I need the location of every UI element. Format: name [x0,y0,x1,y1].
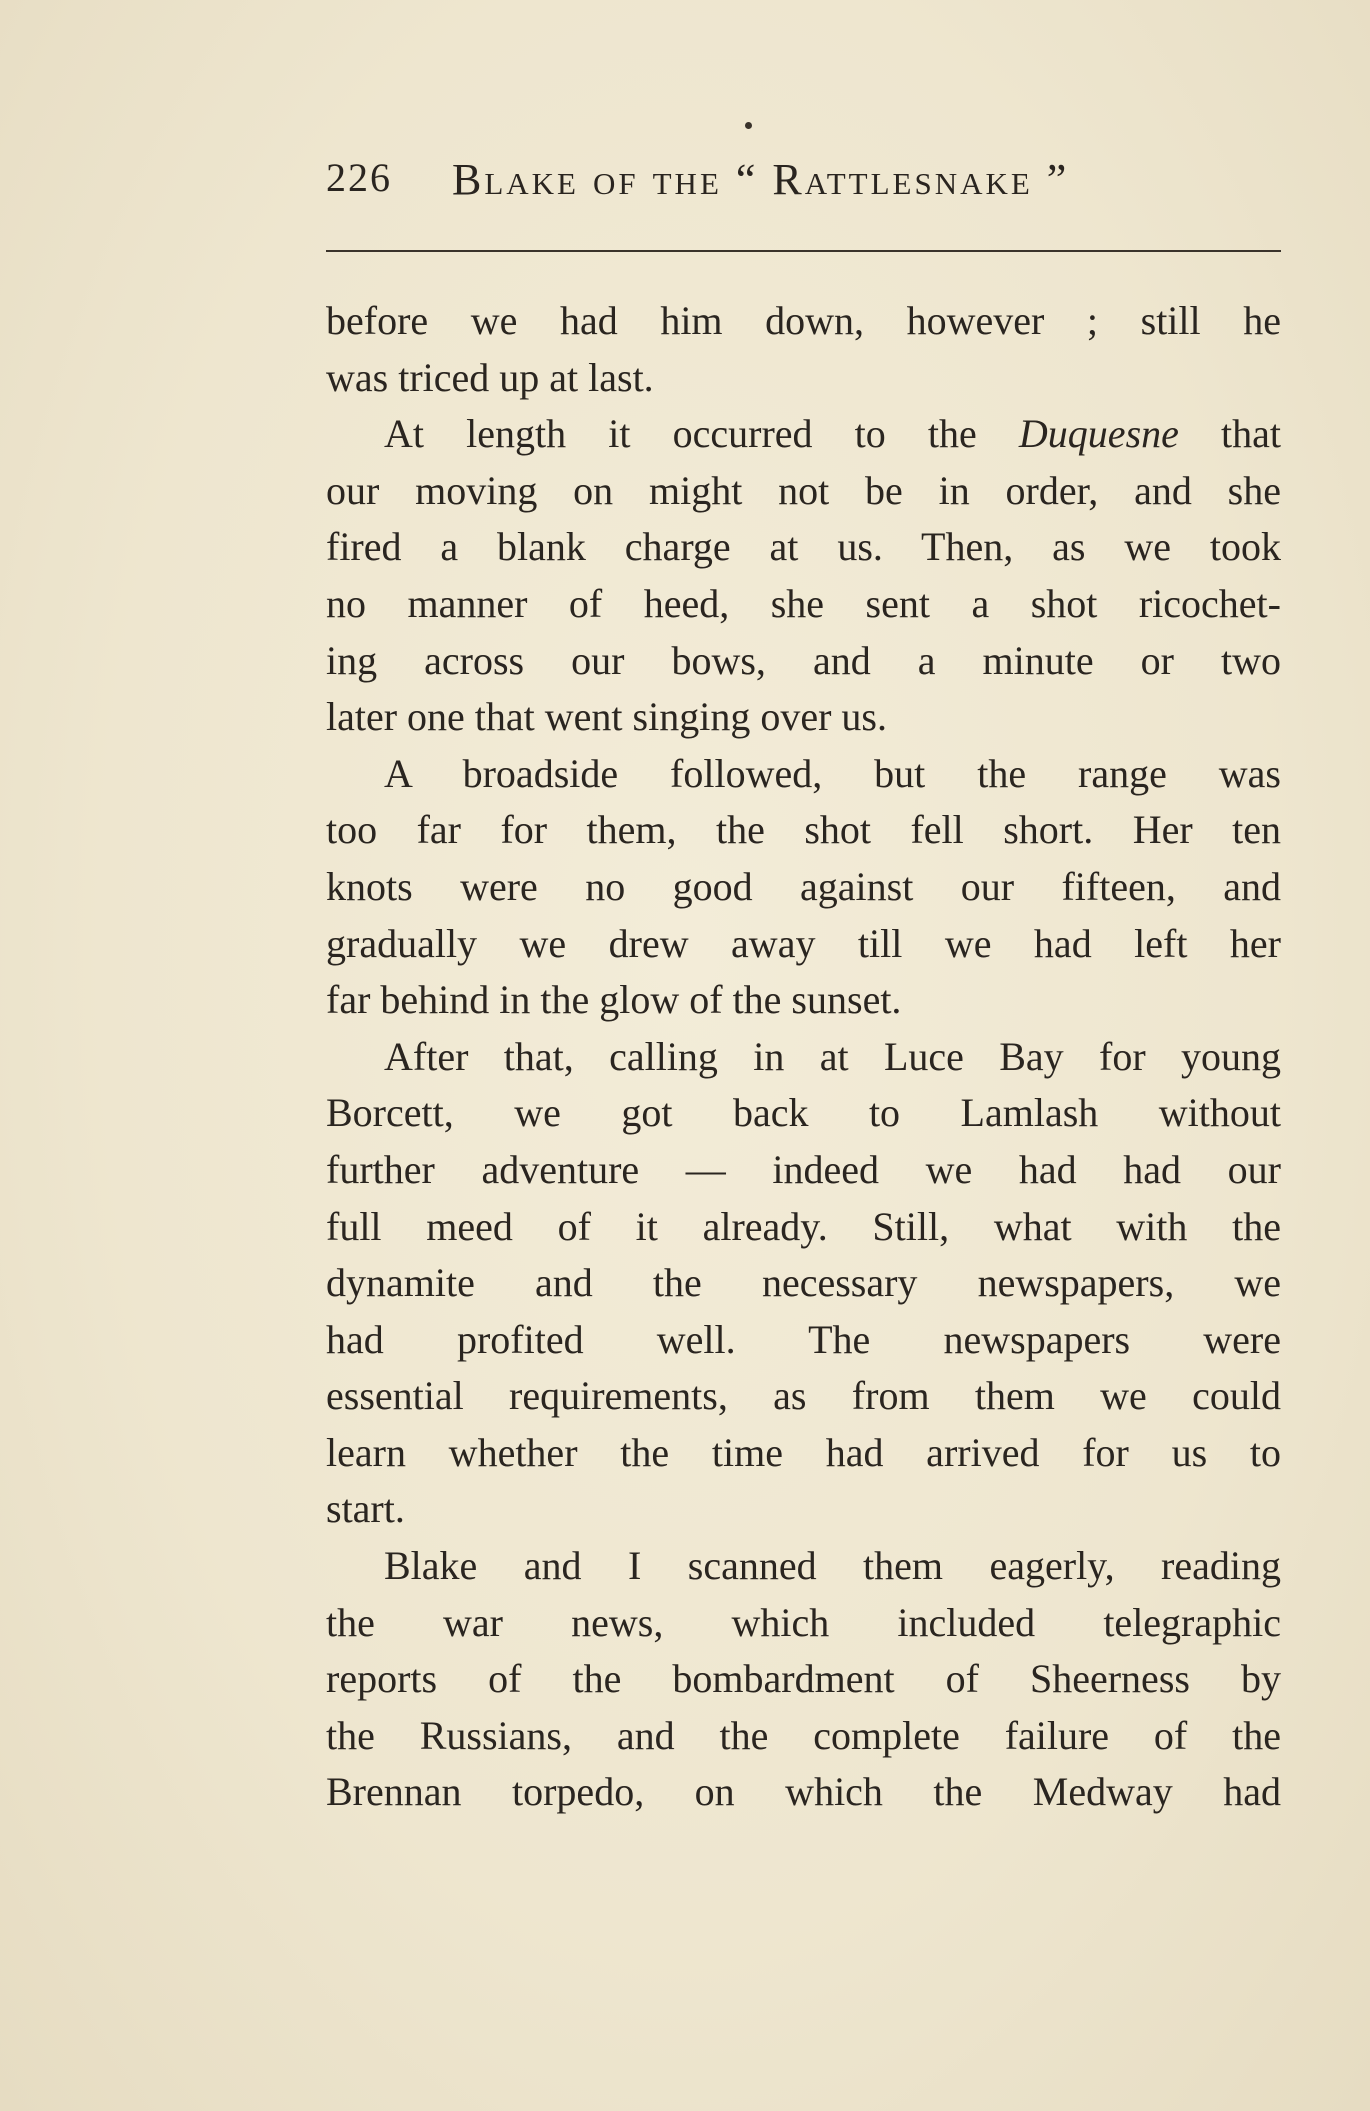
text-line: knots were no good against our fifteen, and [326,863,1281,909]
text-line: After that, calling in at Luce Bay for young [384,1033,1281,1079]
text-line: the Russians, and the complete failure of the [326,1712,1281,1758]
text-line: essential requirements, as from them we could [326,1373,1281,1419]
text-segment: At length it occurred to the [384,411,1019,457]
text-line: no manner of heed, she sent a shot ricochet- [326,580,1281,626]
text-line: far behind in the glow of the sunset. [326,977,902,1023]
header-rule [326,250,1281,252]
text-line: was triced up at last. [326,354,654,400]
text-line: fired a blank charge at us. Then, as we took [326,524,1281,570]
text-line: further adventure — indeed we had had our [326,1146,1281,1192]
text-line: dynamite and the necessary newspapers, we [326,1260,1281,1306]
text-line [326,406,1281,463]
page-header [326,150,1281,210]
text-line: reports of the bombardment of Sheerness by [326,1656,1281,1702]
text-line: gradually we drew away till we had left her [326,920,1281,966]
text-line: start. [326,1486,405,1532]
text-line: A broadside followed, but the range was [384,750,1281,796]
text-line: learn whether the time had arrived for us to [326,1429,1281,1475]
running-title: Blake of the “ Rattlesnake ” [452,155,1070,204]
text-line: full meed of it already. Still, what with the [326,1203,1281,1249]
text-line: the war news, which included telegraphic [326,1599,1281,1645]
text-line: our moving on might not be in order, and she [326,467,1281,513]
text-line: ing across our bows, and a minute or two [326,637,1281,683]
text-line: Brennan torpedo, on which the Medway had [326,1769,1281,1815]
text-segment: that [1178,411,1282,457]
text-line: had profited well. The newspapers were [326,1316,1281,1362]
text-line: too far for them, the shot fell short. Her ten [326,807,1281,853]
text-line: Blake and I scanned them eagerly, reading [384,1543,1281,1589]
page-number: 226 [326,155,392,200]
print-mark [745,122,752,129]
text-line: later one that went singing over us. [326,694,887,740]
text-line: Borcett, we got back to Lamlash without [326,1090,1281,1136]
body-text [326,293,1281,1821]
ship-name-italic: Duquesne [1018,411,1179,457]
text-line: before we had him down, however ; still he [326,298,1281,343]
